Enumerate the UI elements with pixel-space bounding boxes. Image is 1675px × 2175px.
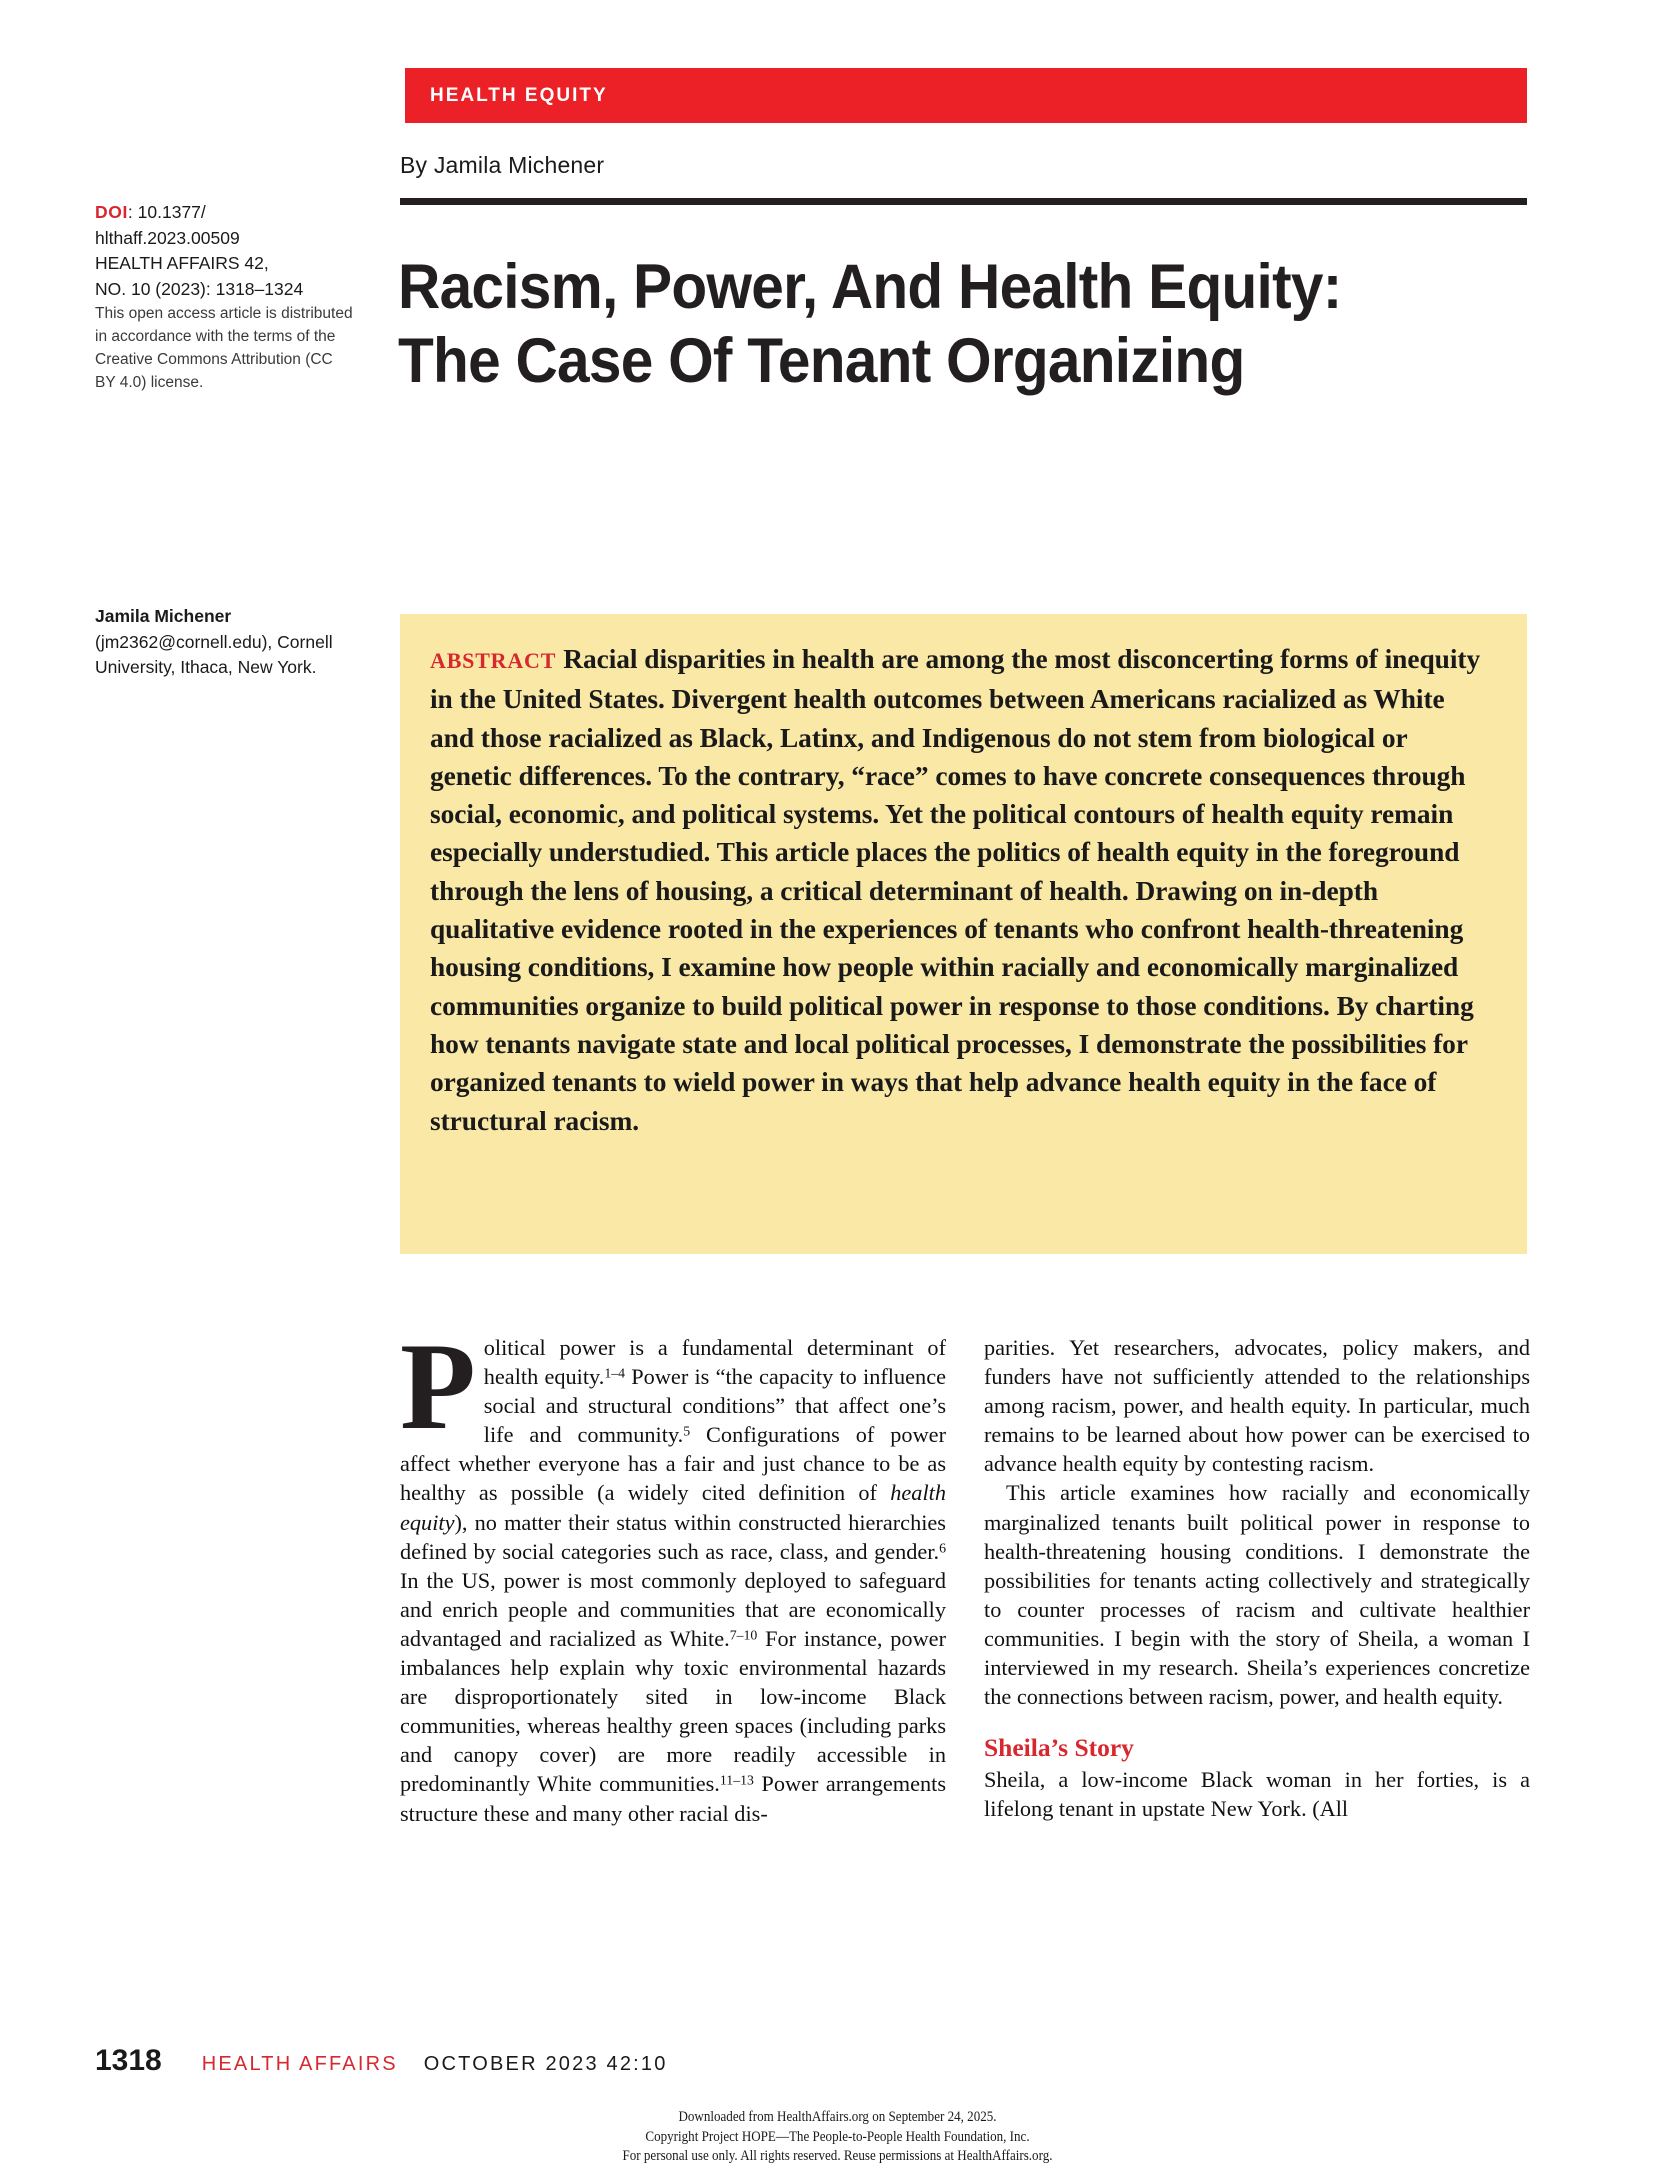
page-footer [95, 2044, 1535, 2078]
reference-marker: 7–10 [729, 1627, 758, 1643]
doi-line [95, 200, 357, 226]
author-affiliation: (jm2362@cornell.edu), Cornell University, Ithaca, New York. [95, 631, 333, 677]
download-notice-line-1: Downloaded from HealthAffairs.org on September 24, 2025. [678, 2109, 997, 2125]
doi-label: DOI [95, 202, 128, 222]
page-title [398, 250, 1458, 398]
reference-marker: 11–13 [719, 1773, 754, 1789]
text-run: olitical power is a fundamental determinant of health equity. [483, 1335, 946, 1390]
byline: By Jamila Michener [400, 152, 605, 178]
abstract-text: Racial disparities in health are among the most disconcerting forms of inequity in the United States. Divergent health outcomes between Americans racialized as White and those racialized as Black, Latinx, and Indigenous do not stem from biological or genetic differences. To the contrary, “race” comes to have concrete consequences through social, economic, and political systems. Yet the political contours of health equity remain especially understudied. This article places the politics of health equity in the foreground through the lens of housing, a critical determinant of health. Drawing on in-depth qualitative evidence rooted in the experiences of tenants who confront health-threatening housing conditions, I examine how people within racially and economically marginalized communities organize to build political power in response to those conditions. By charting how tenants navigate state and local political processes, I demonstrate the possibilities for organized tenants to wield power in ways that help advance health equity in the face of structural racism. [430, 644, 1481, 1136]
page-number: 1318 [95, 2044, 162, 2077]
author-affiliation-block [95, 604, 357, 681]
emphasis-term: health equity [400, 1480, 946, 1535]
doi-value: : 10.1377/ [127, 202, 206, 222]
author-name: Jamila Michener [95, 606, 232, 626]
reference-marker: 6 [939, 1540, 946, 1556]
paragraph: This article examines how racially and economically marginalized tenants built political power in response to health-threatening housing conditions. I demonstrate the possibilities for tenants acting collectively and strategically to counter processes of racism and cultivate healthier communities. I begin with the story of Sheila, a woman I interviewed in my research. Sheila’s experiences concretize the connections between racism, power, and health equity. [984, 1480, 1530, 1710]
download-notice-line-3: For personal use only. All rights reserved. Reuse permissions at HealthAffairs.org. [622, 2148, 1053, 2164]
download-notice-line-2: Copyright Project HOPE—The People-to-People Health Foundation, Inc. [645, 2128, 1030, 2145]
page-title-line-2: The Case Of Tenant Organizing [398, 326, 1245, 397]
reference-marker: 5 [683, 1423, 691, 1439]
abstract-body [430, 640, 1493, 1140]
body-column-left [400, 1333, 946, 2023]
text-run: For instance, power imbalances help explain why toxic environmental hazards are disproportionately sited in low-income Black communities, whereas healthy green spaces (including parks and canopy cover) are more readily accessible in predominantly White communities. [400, 1625, 946, 1797]
reference-marker: 1–4 [604, 1365, 626, 1381]
body-columns [400, 1333, 1530, 2023]
section-heading-sheilas-story: Sheila’s Story [984, 1733, 1134, 1763]
license-text: This open access article is distributed in accordance with the terms of the Creative Commons Attribution (CC BY 4.0) license. [95, 305, 353, 391]
page-title-line-1: Racism, Power, And Health Equity: [398, 252, 1342, 323]
section-banner-label: HEALTH EQUITY [430, 84, 608, 106]
text-run: ), no matter their status within constructed hierarchies defined by social categories such as race, class, and gender. [400, 1509, 946, 1564]
text-run: In the US, power is most commonly deployed to safeguard and enrich people and communities that are economically advantaged and racialized as White. [400, 1567, 946, 1651]
text-run: Power is “the capacity to influence social and structural conditions” that affect one’s life and community. [483, 1364, 946, 1448]
paragraph: Sheila, a low-income Black woman in her forties, is a lifelong tenant in upstate New York. (All [984, 1767, 1530, 1822]
issue-pages-line: NO. 10 (2023): 1318–1324 [95, 278, 304, 299]
journal-volume-line: HEALTH AFFAIRS 42, [95, 253, 269, 273]
download-notice [84, 2108, 1592, 2167]
title-rule [400, 198, 1527, 205]
text-run: Configurations of power affect whether everyone has a fair and just chance to be as healthy as possible (a widely cited definition of [400, 1422, 946, 1506]
abstract-label: ABSTRACT [430, 648, 557, 673]
section-banner [405, 68, 1527, 123]
paragraph-opening [400, 1333, 946, 1828]
footer-journal-name: HEALTH AFFAIRS [201, 2053, 398, 2075]
drop-cap: P [400, 1333, 476, 1455]
text-run: Power arrangements structure these and many other racial dis- [400, 1771, 946, 1826]
footer-issue-info: OCTOBER 2023 42:10 [423, 2053, 668, 2075]
abstract-box [400, 614, 1527, 1254]
doi-citation-block [95, 200, 357, 394]
doi-line-2: hlthaff.2023.00509 [95, 227, 240, 248]
body-column-right [984, 1333, 1530, 2023]
paragraph-continuation: parities. Yet researchers, advocates, policy makers, and funders have not sufficiently attended to the relationships among racism, power, and health equity. In particular, much remains to be learned about how power can be exercised to advance health equity by contesting racism. [984, 1335, 1530, 1477]
